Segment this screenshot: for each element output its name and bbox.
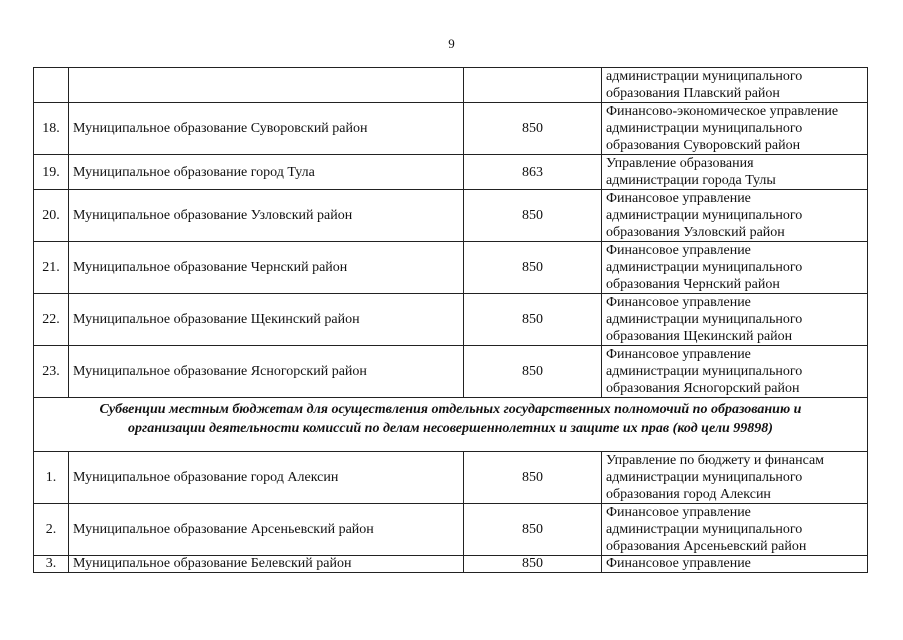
code-cell: 850 xyxy=(464,242,602,294)
table-row xyxy=(34,556,868,573)
municipality-cell: Муниципальное образование Ясногорский район xyxy=(69,346,464,398)
row-number: 22. xyxy=(34,294,69,346)
organization-cell: Финансовое управление администрации муниципального образования Чернский район xyxy=(602,242,868,294)
row-number xyxy=(34,68,69,103)
section-heading-row xyxy=(34,398,868,452)
table-row xyxy=(34,190,868,242)
section-heading: Субвенции местным бюджетам для осуществления отдельных государственных полномочий по образованию и организации деятельности комиссий по делам несовершеннолетних и защите их прав (код цели 99898) xyxy=(34,398,868,452)
municipality-cell: Муниципальное образование Арсеньевский район xyxy=(69,504,464,556)
municipality-cell: Муниципальное образование Чернский район xyxy=(69,242,464,294)
table-row xyxy=(34,68,868,103)
row-number: 1. xyxy=(34,452,69,504)
row-number: 21. xyxy=(34,242,69,294)
page-number: 9 xyxy=(448,36,455,51)
code-cell: 850 xyxy=(464,452,602,504)
organization-cell: Управление образования администрации города Тулы xyxy=(602,155,868,190)
table-row xyxy=(34,294,868,346)
row-number: 18. xyxy=(34,103,69,155)
municipality-cell: Муниципальное образование Суворовский район xyxy=(69,103,464,155)
row-number: 2. xyxy=(34,504,69,556)
municipality-cell: Муниципальное образование город Тула xyxy=(69,155,464,190)
municipality-cell: Муниципальное образование Узловский район xyxy=(69,190,464,242)
table-row xyxy=(34,155,868,190)
row-number: 3. xyxy=(34,556,69,573)
row-number: 23. xyxy=(34,346,69,398)
row-number: 20. xyxy=(34,190,69,242)
code-cell: 850 xyxy=(464,504,602,556)
row-number: 19. xyxy=(34,155,69,190)
table-row xyxy=(34,504,868,556)
code-cell: 850 xyxy=(464,190,602,242)
organization-cell: Финансовое управление администрации муниципального образования Узловский район xyxy=(602,190,868,242)
municipality-cell xyxy=(69,68,464,103)
municipality-cell: Муниципальное образование Щекинский район xyxy=(69,294,464,346)
code-cell: 863 xyxy=(464,155,602,190)
code-cell: 850 xyxy=(464,294,602,346)
code-cell xyxy=(464,68,602,103)
table-row xyxy=(34,242,868,294)
table-body xyxy=(34,68,868,573)
municipality-cell: Муниципальное образование Белевский район xyxy=(69,556,464,573)
organization-cell: Финансово-экономическое управление администрации муниципального образования Суворовский район xyxy=(602,103,868,155)
table-row xyxy=(34,346,868,398)
organization-cell: Финансовое управление администрации муниципального образования Арсеньевский район xyxy=(602,504,868,556)
code-cell: 850 xyxy=(464,556,602,573)
organization-cell: администрации муниципального образования Плавский район xyxy=(602,68,868,103)
municipality-cell: Муниципальное образование город Алексин xyxy=(69,452,464,504)
table-row xyxy=(34,103,868,155)
budget-table xyxy=(33,67,868,573)
code-cell: 850 xyxy=(464,103,602,155)
organization-cell: Финансовое управление администрации муниципального образования Щекинский район xyxy=(602,294,868,346)
organization-cell: Финансовое управление администрации муниципального образования Ясногорский район xyxy=(602,346,868,398)
organization-cell: Управление по бюджету и финансам администрации муниципального образования город Алексин xyxy=(602,452,868,504)
organization-cell: Финансовое управление xyxy=(602,556,868,573)
table-row xyxy=(34,452,868,504)
code-cell: 850 xyxy=(464,346,602,398)
